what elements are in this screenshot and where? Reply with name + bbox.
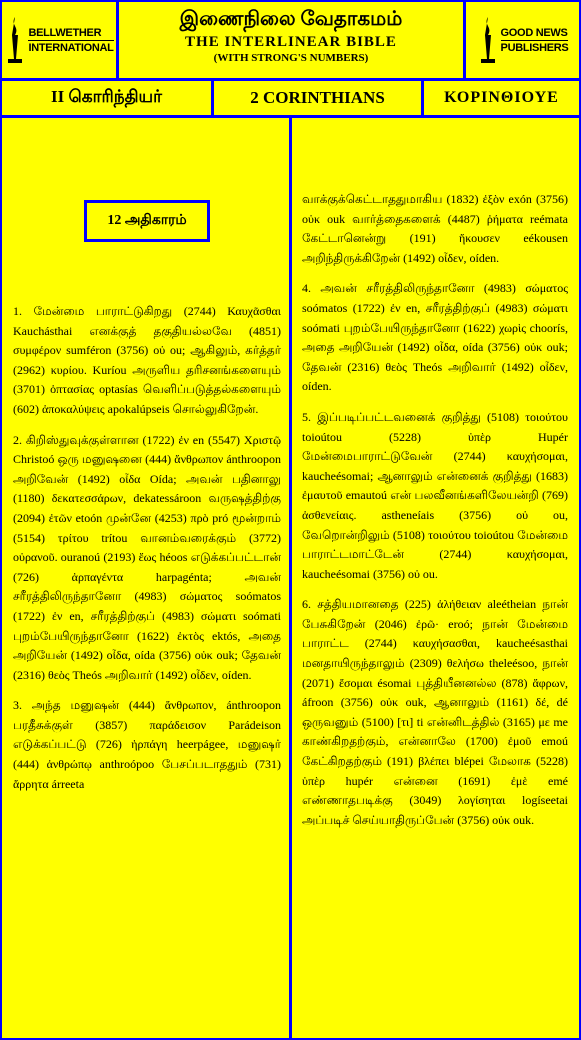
verse-5: 5. இப்படிப்பட்டவனைக் குறித்து (5108) τοιούτου toioútou (5228) ὑπὲρ Hupér மேன்மைபாராட்டுவேன் (2744) καυχήσομαι, kaucheésomai; ஆனாலும் என்னைக் குறித்து (1683) ἐμαυτοῦ emautoú என் பலவீனங்களிலேயன்றி (769) ἀσθενείαις. astheneíais (3756) οὐ ou, வேறொன்றிலும் (5108) τοιούτου toioútou மேன்மை பாராட்டமாட்டேன் (2744) καυχήσομαι, kaucheésomai (3756) οὐ ou. [302,409,568,581]
left-column [13,118,281,805]
verse-4: 4. அவன் சரீரத்திலிருந்தானோ (4983) σώματος soómatos (1722) ἐν en, சரீரத்திற்குப் (4983) σώματι soómati புறம்பேயிருந்தானோ (1622) χωρὶς choorís, அதை அறியேன் (1492) οἶδα, oída (3756) οὐκ ouk; தேவன் (2316) θεὸς Theós அறிவார் (1492) οἶδεν, oíden. [302,281,568,394]
torch-icon [4,15,26,65]
english-title: THE INTERLINEAR BIBLE [185,34,397,50]
verse-3-end: வாக்குக்கெட்டாததுமாகிய (1832) ἐξὸν exón (3756) οὐκ ouk வார்த்தைகளைக் (4487) ῥήματα reémata கேட்டானென்று (191) ἤκουσεν eékousen அறிந்திருக்கிறேன் (1492) οἶδεν, oíden. [302,192,568,265]
verse-3-start: 3. அந்த மனுஷன் (444) ἄνθρωπον, ánthroopon பரதீசுக்குள் (3857) παράδεισον Parádeison எடுக்கப்பட்டு (726) ἡρπάγη heerpágee, மனுஷர் (444) ἀνθρώπῳ anthroópoo பேசப்படாததும் (731) ἄρρητα árreeta [13,698,281,791]
tamil-title: இணைநிலை வேதாகமம் [179,8,403,30]
title-box [119,2,463,78]
verse-6: 6. சத்தியமானதை (225) ἀλήθειαν aleétheian நான் பேசுகிறேன் (2046) ἐρῶ· eroó; நான் மேன்மை பாராட்ட (2744) καυχήσασθαι, kaucheésasthai மனதாயிருந்தாலும் (2309) θελήσω theleésoo, நான் (2071) ἔσομαι ésomai புத்தியீனனல்ல (878) ἄφρων, áfroon (3756) οὐκ ouk, ஆனாலும் (1161) δέ, dé ஒருவனும் (5100) [τι] ti என்னிடத்தில் (3165) με me காண்கிறதற்கும், என்னாலே (1700) ἐμοῦ emoú கேட்கிறதற்கும் (191) βλέπει blépei மேலாக (5228) ὑπὲρ hupér என்னை (1691) ἐμὲ emé எண்ணாதபடிக்கு (3049) λογίσηται logíseetai அப்படிச் செய்யாதிருப்பேன் (3756) οὐκ ouk. [302,597,568,827]
subtitle: (WITH STRONG'S NUMBERS) [213,52,369,64]
bellwether-logo [2,2,119,78]
book-name-tamil: II கொரிந்தியர் [2,81,214,115]
left-logo-line2: INTERNATIONAL [28,41,114,54]
column-divider [289,118,292,1038]
right-column [302,118,568,841]
book-bar [2,81,579,118]
good-news-logo [463,2,579,78]
page-header [2,2,579,81]
right-logo-line2: PUBLISHERS [500,41,569,54]
chapter-label: 12 அதிகாரம் [84,200,210,242]
book-name-english: 2 CORINTHIANS [214,81,424,115]
verse-1: 1. மேன்மை பாராட்டுகிறது (2744) Καυχᾶσθαι Kauchásthai எனக்குத் தகுதியல்லவே (4851) συμφέρον sumféron (3756) οὐ ou; ஆகிலும், கர்த்தர் (2962) κυρίου. Kuríou அருளிய தரிசனங்களையும் (3701) ὀπτασίας optasías வெளிப்படுத்தல்களையும் (602) ἀποκαλύψεις apokalúpseis சொல்லுகிறேன். [13,304,281,416]
trumpet-icon [477,15,499,65]
verse-2: 2. கிறிஸ்துவுக்குள்ளான (1722) ἐν en (5547) Χριστῷ Christoó ஒரு மனுஷனை (444) ἄνθρωπον ánthroopon அறிவேன் (1492) οἶδα Oída; அவன் பதினாலு (1180) δεκατεσσάρων, dekatessároon வருஷத்திற்கு (2094) ἐτῶν etoón முன்னே (4253) πρὸ pró மூன்றாம் (5154) τρίτου trítou வானம்வரைக்கும் (3772) οὐρανοῦ. ouranoú (2193) ἕως héoos எடுக்கப்பட்டான் (726) ἁρπαγέντα harpagénta; அவன் சரீரத்திலிருந்தானோ (4983) σώματος soómatos (1722) ἐν en, சரீரத்திற்குப் (4983) σώματι soómati புறம்பேயிருந்தானோ (1622) ἐκτὸς ektós, அதை அறியேன் (1492) οἶδα, oída (3756) οὐκ ouk; தேவன் (2316) θεὸς Theós அறிவார் (1492) οἶδεν, oíden. [13,432,281,682]
left-logo-line1: BELLWETHER [28,26,113,41]
book-name-greek: ΚΟΡΙΝΘΙΟΥΕ [444,89,559,106]
right-logo-line1: GOOD NEWS [500,26,568,39]
